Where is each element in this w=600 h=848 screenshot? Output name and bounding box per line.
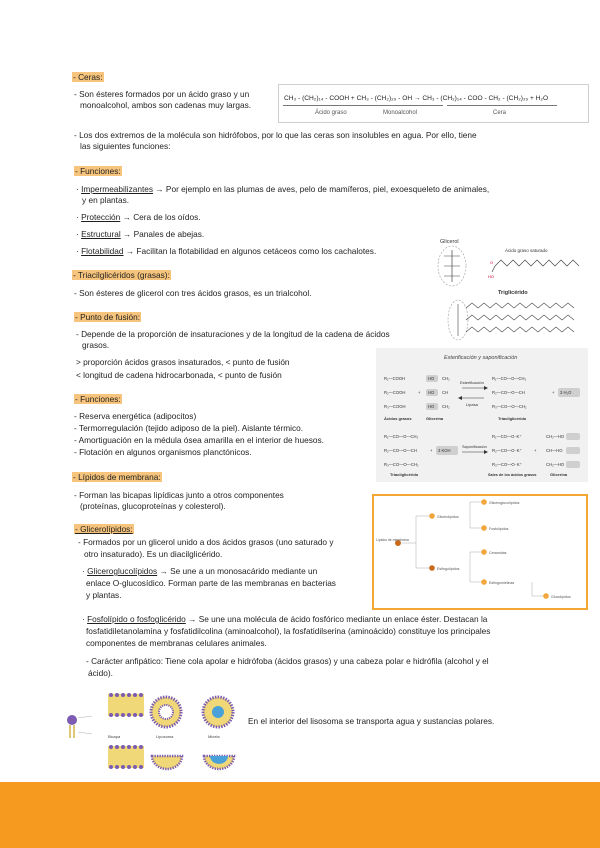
gliceroglucolipidos-3: y plantas. (86, 590, 122, 600)
label-lipasa: Lipasa (466, 402, 478, 407)
fosfolipido-3: componentes de membranas celulares animales. (86, 638, 267, 648)
label-acido-saturado: Ácido graso saturado (505, 248, 548, 253)
punto-fusion-4: < longitud de cadena hidrocarbonada, < punto de fusión (76, 370, 282, 380)
membrana-heading: - Lípidos de membrana: (73, 472, 161, 482)
svg-text:CH₂—HO: CH₂—HO (546, 434, 565, 439)
svg-text:R₁—CO—O—CH₂: R₁—CO—O—CH₂ (384, 434, 419, 439)
svg-text:R₂—CO—O⁻K⁺: R₂—CO—O⁻K⁺ (492, 448, 522, 453)
svg-text:CH₂: CH₂ (442, 376, 450, 381)
label-liposoma: Liposoma (156, 734, 174, 739)
formula-label-cera: Cera (493, 110, 507, 116)
svg-text:O: O (490, 260, 494, 265)
svg-text:R₁—COOH: R₁—COOH (384, 376, 406, 381)
ceras-desc-1: - Son ésteres formados por un ácido graso y un (74, 89, 250, 99)
label-micela: Micela (208, 734, 220, 739)
lipidos-tree-figure (372, 494, 588, 610)
label-trigliceridos: Triglicérido (498, 290, 528, 296)
svg-text:CH: CH (442, 390, 449, 395)
punto-fusion-3: > proporción ácidos grasos insaturados, < punto de fusión (76, 357, 290, 367)
punto-fusion-1: - Depende de la proporción de insaturaciones y de la longitud de la cadena de ácidos (76, 329, 390, 339)
label-esterificacion: Esterificación (460, 380, 484, 385)
label-triacil-2: Triacilglicérido (390, 472, 419, 477)
svg-text:R₃—CO—O⁻K⁺: R₃—CO—O⁻K⁺ (492, 462, 522, 467)
fosfolipido-1: · Fosfolípido o fosfoglicérido → Se une una molécula de ácido fosfórico mediante un enlace éster. Destacan la (82, 614, 488, 624)
anfipatico-1: - Carácter anfipático: Tiene cola apolar e hidrófoba (ácidos grasos) y una cabeza polar e hidrófila (alcohol y el (86, 656, 489, 666)
label-saponificacion: Saponificación (462, 445, 487, 449)
ceras-funcion-2: · Protección → Cera de los oídos. (76, 212, 201, 222)
ceras-funcion-3: · Estructural → Panales de abejas. (76, 229, 205, 239)
footer-band (0, 782, 600, 848)
glicerolipidos-heading: - Glicerolípidos: (75, 524, 133, 534)
tree-b1: Glicerolípidos (437, 515, 459, 519)
svg-text:R₃—CO—O—CH₂: R₃—CO—O—CH₂ (492, 404, 527, 409)
ceras-funcion-1: · Impermeabilizantes → Por ejemplo en las plumas de aves, pelo de mamíferos, piel, exoesqueleto de animales, (76, 184, 490, 194)
ceras-desc-2: monoalcohol, ambos son cadenas muy largas. (80, 100, 252, 110)
svg-text:R₂—CO—O—CH: R₂—CO—O—CH (384, 448, 417, 453)
tree-l2: Fosfolípidos (489, 527, 509, 531)
tree-l1: Gliceroglucolípidos (489, 501, 520, 505)
punto-fusion-2: grasos. (82, 340, 110, 350)
micelas-figure (62, 690, 242, 772)
label-glicerina: Glicerina (426, 416, 444, 421)
svg-text:R₃—COOH: R₃—COOH (384, 404, 406, 409)
svg-text:R₁—CO—O⁻K⁺: R₁—CO—O⁻K⁺ (492, 434, 522, 439)
membrana-desc-2: (proteínas, glucoproteínas y colesterol). (80, 501, 226, 511)
glicerolipidos-1: - Formados por un glicerol unido a dos ácidos grasos (uno saturado y (78, 537, 334, 547)
trigliceridos-desc: - Son ésteres de glicerol con tres ácidos grasos, es un trialcohol. (74, 288, 312, 298)
label-sales: Sales de los ácidos grasos (488, 473, 537, 477)
gliceroglucolipidos-1: · Gliceroglucolípidos → Se une a un monosacárido mediante un (82, 566, 318, 576)
svg-text:R₁—CO—O—CH₂: R₁—CO—O—CH₂ (492, 376, 527, 381)
svg-text:HO: HO (488, 274, 494, 279)
formula-brace-right (447, 105, 557, 106)
trigl-funcion-1: - Reserva energética (adipocitos) (74, 411, 197, 421)
fosfolipido-2: fosfatidiletanolamina y fosfatidilcolina (aminoalcohol), la fosfatidilserina (aminoácido) constituye los principales (86, 626, 491, 636)
trigl-funcion-2: - Termorregulación (tejido adiposo de la piel). Aislante térmico. (74, 423, 304, 433)
tree-l4: Esfingomielinas (489, 581, 515, 585)
svg-text:R₂—CO—O—CH: R₂—CO—O—CH (492, 390, 525, 395)
esterificacion-figure (376, 348, 588, 482)
svg-text:HO: HO (428, 390, 435, 395)
svg-text:CH—HO: CH—HO (546, 448, 563, 453)
gliceroglucolipidos-2: enlace O-glucosídico. Forman parte de las membranas en bacterias (86, 578, 336, 588)
trigliceridos-heading: - Triacilglicéridos (grasas): (73, 270, 170, 280)
tree-l5: Glucolípidos (551, 595, 571, 599)
tree-b2: Esfingolípidos (437, 567, 460, 571)
ceras-funciones-heading: - Funciones: (75, 166, 121, 176)
svg-text:+: + (430, 448, 433, 453)
glicerol-trigliceridos-figure (430, 236, 590, 346)
tree-root-label: Lípidos de membrana (376, 538, 409, 542)
ceras-extremos-1: - Los dos extremos de la molécula son hidrófobos, por lo que las ceras son insolubles en agua. Por ello, tiene (74, 130, 477, 140)
svg-text:+: + (534, 448, 537, 453)
label-h2o: 3 H₂O (560, 390, 572, 395)
label-glicerina-2: Glicerina (550, 472, 568, 477)
ceras-heading: - Ceras: (73, 72, 103, 82)
ceras-formula: CH₃ - (CH₂)₁₄ - COOH + CH₃ - (CH₂)₂₉ - OH → CH₃ - (CH₂)₁₄ - COO - CH₂ - (CH₂)₂₉ + H₂O (284, 95, 549, 102)
label-est-title: Esterificación y saponificación (444, 355, 518, 361)
label-acidos-grasos: Ácidos grasos (384, 416, 412, 421)
svg-text:+: + (418, 390, 421, 395)
ceras-extremos-2: las siguientes funciones: (80, 141, 171, 151)
label-bicapa: Bicapa (108, 734, 121, 739)
svg-text:CH₂: CH₂ (442, 404, 450, 409)
formula-brace-left (283, 105, 443, 106)
label-koh: 3 KOH (438, 448, 451, 453)
formula-label-monoalcohol: Monoalcohol (383, 110, 418, 116)
svg-text:R₂—COOH: R₂—COOH (384, 390, 406, 395)
svg-text:+: + (552, 390, 555, 395)
svg-text:CH₂—HO: CH₂—HO (546, 462, 565, 467)
label-glicerol: Glicerol (440, 239, 459, 245)
svg-text:HO: HO (428, 376, 435, 381)
formula-label-acido: Ácido graso (315, 110, 347, 116)
svg-text:R₃—CO—O—CH₂: R₃—CO—O—CH₂ (384, 462, 419, 467)
svg-text:HO: HO (428, 404, 435, 409)
label-triacil: Triacilglicérido (498, 416, 527, 421)
trigl-funcion-4: - Flotación en algunos organismos planctónicos. (74, 447, 252, 457)
trigl-funciones-heading: - Funciones: (75, 394, 121, 404)
ceras-funcion-4: · Flotabilidad → Facilitan la flotabilidad en algunos cetáceos como los cachalotes. (76, 246, 377, 256)
glicerolipidos-2: otro insaturado). Es un diacilglicérido. (84, 549, 223, 559)
punto-fusion-heading: - Punto de fusión: (75, 312, 141, 322)
tree-l3: Ceramidas (489, 551, 507, 555)
membrana-desc-1: - Forman las bicapas lipídicas junto a otros componentes (74, 490, 284, 500)
trigl-funcion-3: - Amortiguación en la médula ósea amarilla en el interior de huesos. (74, 435, 324, 445)
lisosoma-text: En el interior del lisosoma se transporta agua y sustancias polares. (248, 716, 495, 726)
ceras-funcion-1-cont: y en plantas. (82, 195, 130, 205)
ceras-formula-box (278, 84, 589, 123)
anfipatico-2: ácido). (88, 668, 113, 678)
